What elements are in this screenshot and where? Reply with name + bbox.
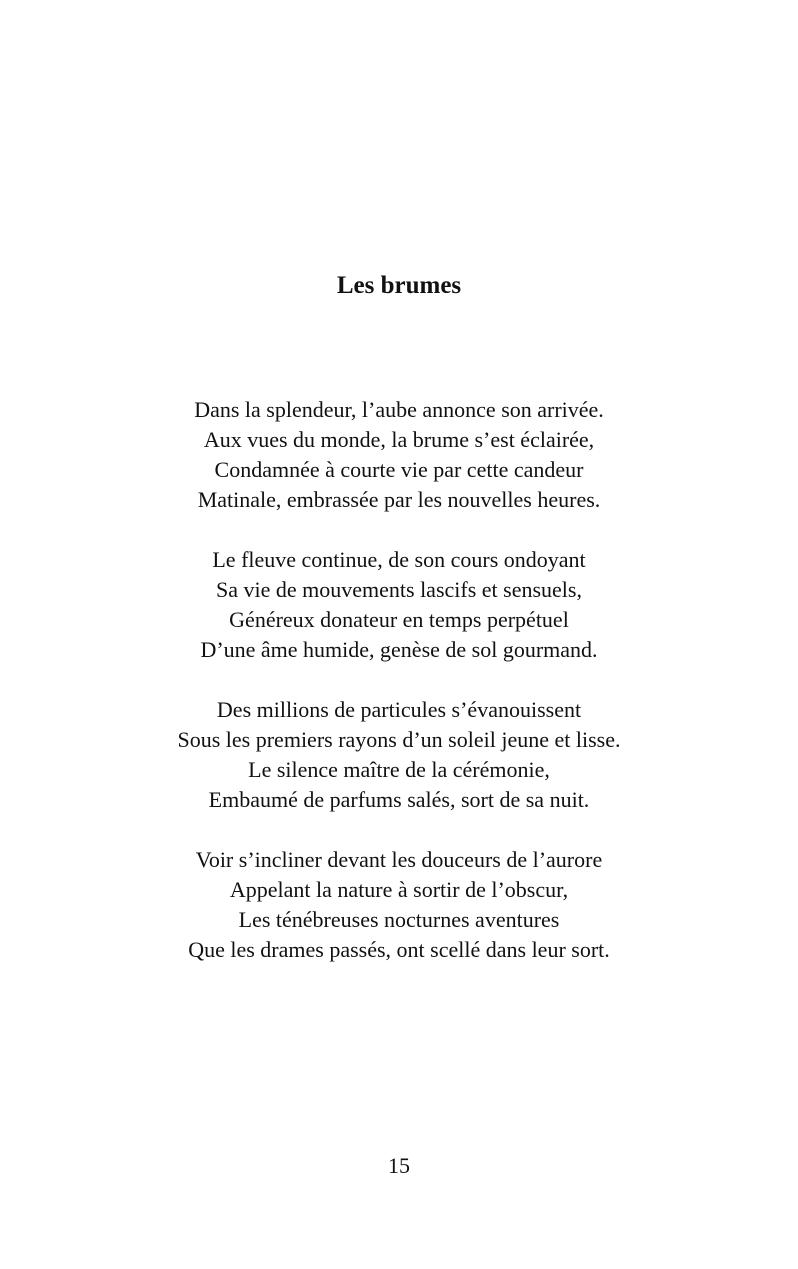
verse-line: Aux vues du monde, la brume s’est éclairée,: [203, 427, 595, 452]
verse-line: Dans la splendeur, l’aube annonce son arrivée.: [194, 397, 604, 422]
verse-line: Sa vie de mouvements lascifs et sensuels,: [216, 577, 582, 602]
verse-line: Sous les premiers rayons d’un soleil jeune et lisse.: [177, 727, 621, 752]
verse-line: Appelant la nature à sortir de l’obscur,: [229, 877, 569, 902]
verse-line: D’une âme humide, genèse de sol gourmand.: [200, 637, 598, 662]
verse-line: Embaumé de parfums salés, sort de sa nuit.: [208, 787, 590, 812]
verse-line: Le fleuve continue, de son cours ondoyant: [212, 547, 586, 572]
verse-line: Les ténébreuses nocturnes aventures: [238, 907, 560, 932]
stanza-3: [0, 695, 798, 815]
poem-title: Les brumes: [336, 272, 462, 299]
verse-line: Le silence maître de la cérémonie,: [248, 757, 550, 782]
verse-line: Généreux donateur en temps perpétuel: [229, 607, 569, 632]
page-number: 15: [388, 1153, 410, 1178]
stanza-4: [0, 845, 798, 965]
verse-line: Que les drames passés, ont scellé dans leur sort.: [188, 937, 610, 962]
stanza-2: [0, 545, 798, 665]
verse-line: Des millions de particules s’évanouissent: [216, 697, 582, 722]
poem-body: [0, 395, 798, 995]
verse-line: Matinale, embrassée par les nouvelles heures.: [197, 487, 601, 512]
stanza-1: [0, 395, 798, 515]
verse-line: Voir s’incliner devant les douceurs de l’aurore: [195, 847, 603, 872]
verse-line: Condamnée à courte vie par cette candeur: [214, 457, 584, 482]
